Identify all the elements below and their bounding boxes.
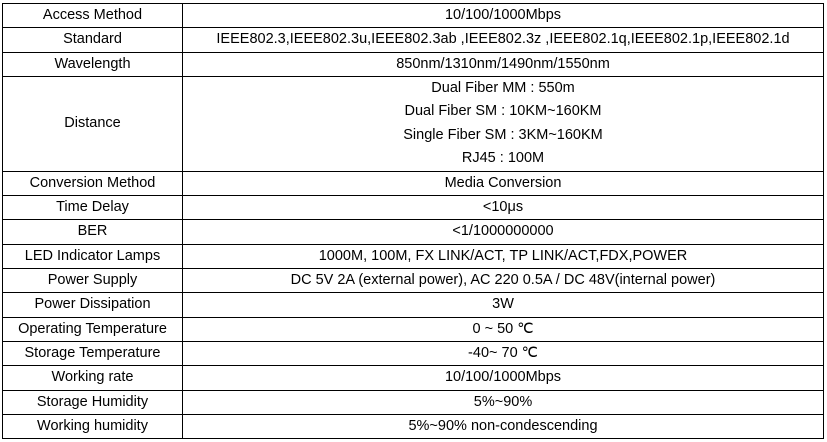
distance-line: Single Fiber SM : 3KM~160KM <box>403 126 603 143</box>
row-value: -40~ 70 ℃ <box>183 341 824 365</box>
distance-line: Dual Fiber SM : 10KM~160KM <box>404 103 602 120</box>
row-value: 850nm/1310nm/1490nm/1550nm <box>183 52 824 76</box>
table-row <box>3 414 824 438</box>
table-row <box>3 28 824 52</box>
row-value: 5%~90% non-condescending <box>183 414 824 438</box>
distance-line: RJ45 : 100M <box>461 150 545 167</box>
row-label: Operating Temperature <box>3 317 183 341</box>
row-value-multiline <box>183 76 824 171</box>
table-row <box>3 390 824 414</box>
distance-line: Dual Fiber MM : 550m <box>431 79 575 96</box>
row-label: Access Method <box>3 4 183 28</box>
row-label: LED Indicator Lamps <box>3 244 183 268</box>
row-value: DC 5V 2A (external power), AC 220 0.5A / DC 48V(internal power) <box>183 269 824 293</box>
row-label: BER <box>3 220 183 244</box>
row-value: 5%~90% <box>183 390 824 414</box>
spec-table <box>2 3 824 439</box>
table-row <box>3 244 824 268</box>
row-value: Media Conversion <box>183 171 824 195</box>
row-value: 3W <box>183 293 824 317</box>
row-label: Time Delay <box>3 196 183 220</box>
row-value: 0 ~ 50 ℃ <box>183 317 824 341</box>
row-label: Distance <box>3 76 183 171</box>
table-row <box>3 196 824 220</box>
table-row <box>3 366 824 390</box>
row-label: Working rate <box>3 366 183 390</box>
table-row <box>3 4 824 28</box>
row-label: Power Supply <box>3 269 183 293</box>
row-label: Power Dissipation <box>3 293 183 317</box>
row-label: Standard <box>3 28 183 52</box>
row-value: 1000M, 100M, FX LINK/ACT, TP LINK/ACT,FDX,POWER <box>183 244 824 268</box>
row-value: 10/100/1000Mbps <box>183 366 824 390</box>
row-label: Storage Humidity <box>3 390 183 414</box>
table-row <box>3 293 824 317</box>
table-row <box>3 317 824 341</box>
row-label: Conversion Method <box>3 171 183 195</box>
row-label: Wavelength <box>3 52 183 76</box>
row-value: <1/1000000000 <box>183 220 824 244</box>
row-value: IEEE802.3,IEEE802.3u,IEEE802.3ab ,IEEE802.3z ,IEEE802.1q,IEEE802.1p,IEEE802.1d <box>183 28 824 52</box>
table-row <box>3 341 824 365</box>
row-label: Working humidity <box>3 414 183 438</box>
row-value: 10/100/1000Mbps <box>183 4 824 28</box>
table-row <box>3 171 824 195</box>
table-row <box>3 76 824 171</box>
table-row <box>3 269 824 293</box>
row-label: Storage Temperature <box>3 341 183 365</box>
row-value: <10μs <box>183 196 824 220</box>
table-row <box>3 52 824 76</box>
table-row <box>3 220 824 244</box>
